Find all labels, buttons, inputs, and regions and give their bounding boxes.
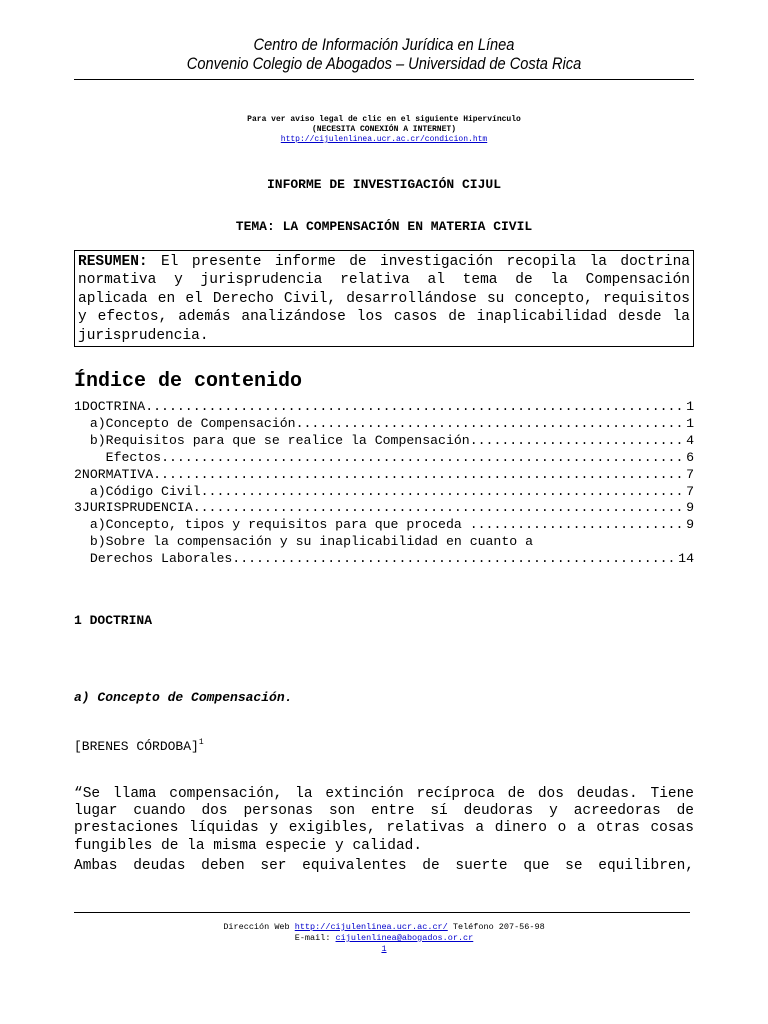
report-title: INFORME DE INVESTIGACIÓN CIJUL [266, 177, 502, 192]
subsection-heading-concepto: a) Concepto de Compensación. [74, 690, 293, 705]
body-paragraph: “Se llama compensación, la extinción recíproca de dos deudas. Tiene lugar cuando dos personas son entre sí deudoras y acreedoras de prestaciones líquidas y exigibles, relativas a dinero o a otras cosas fungibles de la misma especie y calidad. [74, 786, 694, 854]
toc-entry[interactable]: b)Requisitos para que se realice la Compensación ..... 4 [74, 433, 694, 449]
toc-heading: Índice de contenido [74, 370, 303, 393]
page-number[interactable]: 1 [381, 944, 387, 954]
summary-box [74, 250, 694, 347]
citation [74, 738, 204, 754]
footer-page-line [74, 944, 694, 954]
toc-entry[interactable]: a)Concepto de Compensación ..... 1 [74, 416, 694, 432]
summary-text: El presente informe de investigación recopila la doctrina normativa y jurisprudencia relativa al tema de la Compensación aplicada en el Derecho Civil, desarrollándose su concepto, requisitos y efectos, además analizándose los casos de inaplicabilidad desde la jurisprudencia. [78, 254, 690, 344]
legal-notice-text: Para ver aviso legal de clic en el siguiente Hipervínculo [247, 115, 521, 124]
footer-phone: Teléfono 207-56-98 [447, 922, 545, 932]
footer-web-link[interactable]: http://cijulenlinea.ucr.ac.cr/ [294, 922, 448, 932]
legal-notice-requirement: (NECESITA CONEXIÓN A INTERNET) [311, 125, 457, 134]
toc-entry[interactable]: a)Concepto, tipos y requisitos para que proceda ..... 9 [74, 517, 694, 533]
header-institution: Centro de Información Jurídica en Línea [253, 35, 515, 54]
toc-entry[interactable]: Derechos Laborales ..... 14 [74, 551, 694, 567]
body-paragraph: Ambas deudas deben ser equivalentes de suerte que se equilibren, [74, 858, 694, 874]
summary-label: RESUMEN: [78, 254, 148, 270]
legal-notice-link[interactable]: http://cijulenlinea.ucr.ac.cr/condicion.htm [280, 135, 488, 144]
footer-divider [74, 912, 690, 913]
footer-email-link[interactable]: cijulenlinea@abogados.or.cr [335, 933, 474, 943]
header-agreement: Convenio Colegio de Abogados – Universidad de Costa Rica [186, 54, 582, 73]
footer-web-label: Dirección Web [223, 922, 295, 932]
report-topic: TEMA: LA COMPENSACIÓN EN MATERIA CIVIL [235, 219, 533, 234]
legal-notice-row [74, 135, 694, 144]
citation-author: [BRENES CÓRDOBA] [74, 739, 199, 754]
toc-entry[interactable]: Efectos ..... 6 [74, 450, 694, 466]
toc-entry[interactable]: 1DOCTRINA ..... 1 [74, 399, 694, 415]
footer-email-line [74, 933, 694, 943]
toc-entry[interactable]: 2NORMATIVA ..... 7 [74, 467, 694, 483]
header-divider [74, 79, 694, 80]
toc-entry[interactable]: 3JURISPRUDENCIA ..... 9 [74, 500, 694, 516]
toc-entry[interactable]: b)Sobre la compensación y su inaplicabilidad en cuanto a [74, 534, 533, 549]
footer-email-label: E-mail: [294, 933, 336, 943]
footnote-ref[interactable]: 1 [198, 738, 204, 747]
footer-web-line [74, 922, 694, 932]
section-heading-doctrina: 1 DOCTRINA [74, 613, 153, 628]
toc-entry[interactable]: a)Código Civil ..... 7 [74, 484, 694, 500]
